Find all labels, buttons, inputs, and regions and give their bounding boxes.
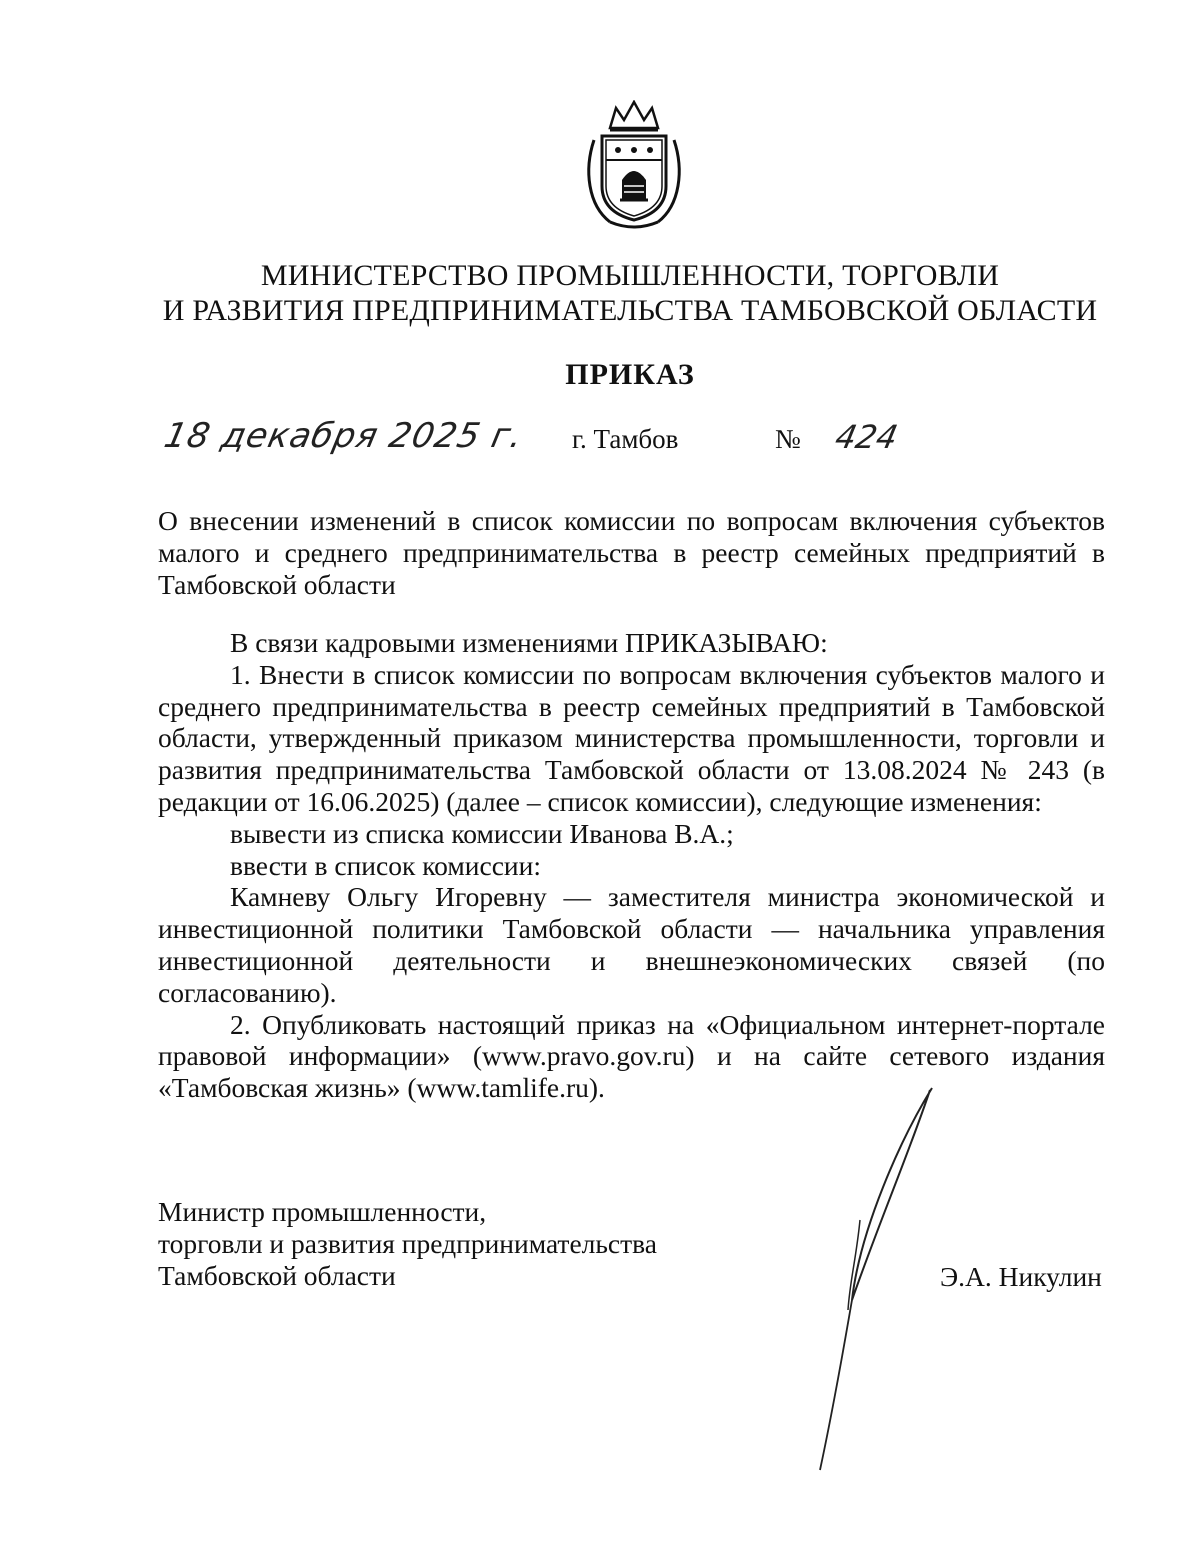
signer-name: Э.А. Никулин: [940, 1261, 1102, 1292]
add-member-paragraph: ввести в список комиссии:: [230, 849, 541, 881]
new-member-paragraph: Камневу Ольгу Игоревну — заместителя министра экономической и инвестиционной политики Тамбовской области — начальника управления инвестиционной деятельности и внешнеэкономических связей (по согласованию).: [158, 881, 1105, 1008]
signer-title-line-3: Тамбовской области: [158, 1259, 396, 1291]
signer-title-line-2: торговли и развития предпринимательства: [158, 1227, 657, 1259]
ministry-line-2: И РАЗВИТИЯ ПРЕДПРИНИМАТЕЛЬСТВА ТАМБОВСКОЙ ОБЛАСТИ: [162, 294, 1098, 327]
document-date-handwritten: 18 декабря 2025 г.: [160, 416, 527, 456]
item-2-paragraph: 2. Опубликовать настоящий приказ на «Официальном интернет-портале правовой информации» (www.pravo.gov.ru) и на сайте сетевого издания «Тамбовская жизнь» (www.tamlife.ru).: [158, 1008, 1105, 1104]
handwritten-signature: [790, 1080, 950, 1480]
coat-of-arms-emblem: [580, 100, 688, 230]
document-type: ПРИКАЗ: [565, 358, 695, 391]
item-1-paragraph: 1. Внести в список комиссии по вопросам включения субъектов малого и среднего предпринимательства в реестр семейных предприятий в Тамбовской области, утвержденный приказом министерства промышленности, торговли и развития предпринимательства Тамбовской области от 13.08.2024 № 243 (в редакции от 16.06.2025) (далее – список комиссии), следующие изменения:: [158, 658, 1105, 817]
ministry-line-1: МИНИСТЕРСТВО ПРОМЫШЛЕННОСТИ, ТОРГОВЛИ: [260, 259, 1000, 292]
document-city: г. Тамбов: [572, 424, 679, 454]
document-number-handwritten: 424: [831, 418, 902, 456]
signer-title-line-1: Министр промышленности,: [158, 1196, 487, 1227]
document-subject: О внесении изменений в список комиссии по вопросам включения субъектов малого и среднего предпринимательства в реестр семейных предприятий в Тамбовской области: [158, 505, 1105, 600]
document-body: [158, 627, 1105, 1104]
remove-member-paragraph: вывести из списка комиссии Иванова В.А.;: [230, 817, 734, 849]
intro-paragraph: В связи кадровыми изменениями ПРИКАЗЫВАЮ:: [230, 627, 828, 658]
signer-title: [158, 1196, 758, 1291]
number-sign: №: [775, 424, 801, 454]
ministry-name: [150, 258, 1110, 328]
